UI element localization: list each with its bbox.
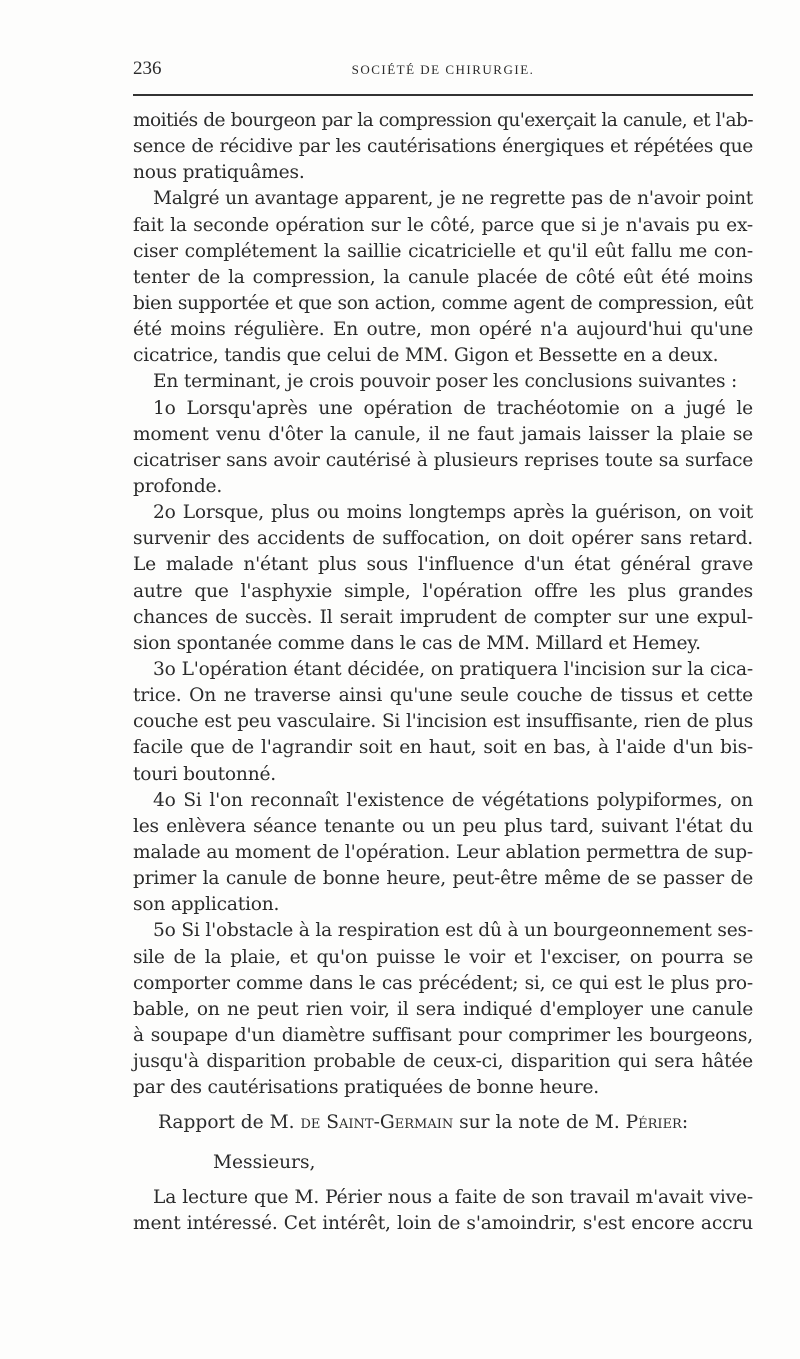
report-suffix: : [681, 1112, 689, 1133]
text-line: moitiés de bourgeon par la compression qu'exerçait la canule, et l'ab- [133, 110, 753, 131]
text-line: En terminant, je crois pouvoir poser les conclusions suivantes : [153, 371, 738, 393]
text-line: primer la canule de bonne heure, peut-être même de se passer de [133, 868, 753, 890]
page-header [133, 56, 753, 86]
text-line: 1o Lorsqu'après une opération de trachéotomie on a jugé le [153, 397, 753, 419]
text-line: bien supportée et que son action, comme agent de compression, eût [133, 292, 753, 314]
text-line: cicatriser sans avoir cautérisé à plusieurs reprises toute sa surface [133, 449, 753, 471]
text-line: ment intéressé. Cet intérêt, loin de s'amoindrir, s'est encore accru [133, 1213, 753, 1235]
text-line: tenter de la compression, la canule placée de côté eût été moins [133, 266, 753, 288]
report-middle: sur la note de M. [453, 1112, 626, 1133]
text-line: malade au moment de l'opération. Leur ablation permettra de sup- [133, 841, 753, 863]
text-line: chances de succès. Il serait imprudent de compter sur une expul- [133, 606, 753, 628]
text-line: couche est peu vasculaire. Si l'incision est insuffisante, rien de plus [133, 711, 753, 733]
text-line: autre que l'asphyxie simple, l'opération offre les plus grandes [133, 580, 753, 602]
page-number: 236 [133, 58, 162, 79]
text-line: ciser complétement la saillie cicatricielle et qu'il eût fallu me con- [133, 240, 753, 262]
text-line: touri boutonné. [133, 763, 276, 785]
text-line: sile de la plaie, et qu'on puisse le voir et l'exciser, on pourra se [133, 946, 753, 968]
report-title [133, 1112, 778, 1133]
text-line: fait la seconde opération sur le côté, parce que si je n'avais pu ex- [133, 214, 753, 236]
text-line: les enlèvera séance tenante ou un peu plus tard, suivant l'état du [133, 815, 753, 837]
text-line: facile que de l'agrandir soit en haut, soit en bas, à l'aide d'un bis- [133, 737, 753, 759]
text-line: Malgré un avantage apparent, je ne regrette pas de n'avoir point [153, 188, 753, 210]
text-line: 2o Lorsque, plus ou moins longtemps après la guérison, on voit [153, 502, 753, 524]
report-prefix: Rapport de M. [158, 1112, 301, 1133]
running-title: SOCIÉTÉ DE CHIRURGIE. [351, 62, 535, 77]
text-line: comporter comme dans le cas précédent; si, ce qui est le plus pro- [133, 972, 753, 994]
text-line: 3o L'opération étant décidée, on pratiquera l'incision sur la cica- [153, 658, 753, 680]
report-author: de Saint-Germain [300, 1112, 454, 1133]
text-line: par des cautérisations pratiquées de bonne heure. [133, 1077, 599, 1099]
text-line: sence de récidive par les cautérisations énergiques et répétées que [133, 136, 753, 158]
text-line: à soupape d'un diamètre suffisant pour comprimer les bourgeons, [133, 1024, 753, 1046]
text-line: Le malade n'étant plus sous l'influence d'un état général grave [133, 554, 753, 576]
header-rule [133, 94, 753, 96]
text-line: 4o Si l'on reconnaît l'existence de végétations polypiformes, on [153, 789, 753, 811]
text-line: nous pratiquâmes. [133, 162, 305, 184]
text-line: cicatrice, tandis que celui de MM. Gigon et Bessette en a deux. [133, 345, 719, 367]
text-line: sion spontanée comme dans le cas de MM. Millard et Hemey. [133, 632, 701, 654]
closing-paragraph [133, 1185, 753, 1237]
text-line: 5o Si l'obstacle à la respiration est dû à un bourgeonnement ses- [153, 920, 753, 942]
report-subject: Périer [625, 1112, 682, 1133]
text-line: son application. [133, 894, 280, 916]
text-line: profonde. [133, 475, 223, 497]
text-line: moment venu d'ôter la canule, il ne faut jamais laisser la plaie se [133, 423, 753, 445]
body-text [133, 108, 753, 1101]
text-line: survenir des accidents de suffocation, on doit opérer sans retard. [133, 528, 753, 550]
salutation: Messieurs, [213, 1152, 316, 1173]
text-line: bable, on ne peut rien voir, il sera indiqué d'employer une canule [133, 998, 753, 1020]
text-line: été moins régulière. En outre, mon opéré n'a aujourd'hui qu'une [133, 319, 753, 341]
text-line: trice. On ne traverse ainsi qu'une seule couche de tissus et cette [133, 685, 753, 707]
text-line: jusqu'à disparition probable de ceux-ci, disparition qui sera hâtée [133, 1051, 753, 1073]
text-line: La lecture que M. Périer nous a faite de son travail m'avait vive- [153, 1187, 753, 1208]
